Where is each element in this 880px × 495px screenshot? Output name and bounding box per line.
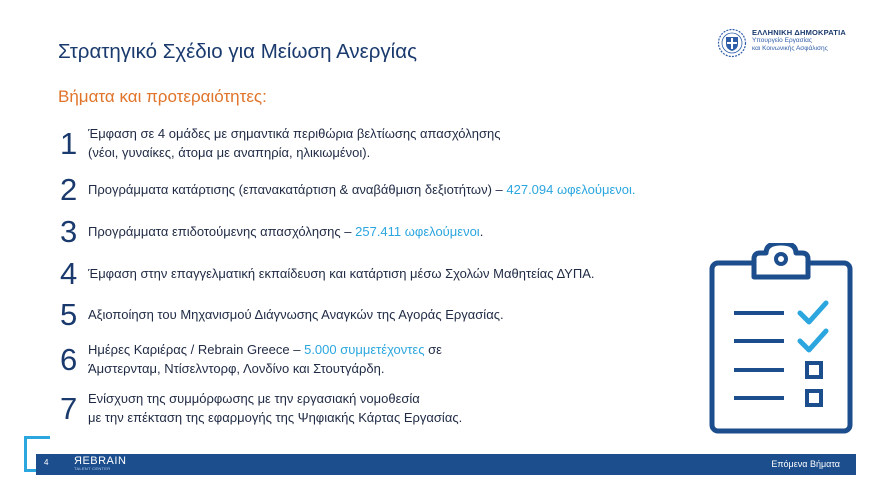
- rebrain-logo-text: ЯEBRAIN: [74, 455, 127, 467]
- rebrain-logo-subtext: TALENT CENTER: [74, 466, 111, 471]
- step-tail: σε: [424, 342, 442, 357]
- logo-subtitle-2: και Κοινωνικής Ασφάλισης: [752, 45, 828, 52]
- step-line: Άμστερνταμ, Ντίσελντορφ, Λονδίνο και Στουτγάρδη.: [88, 361, 385, 376]
- step-2: [60, 174, 636, 205]
- footer: [0, 451, 880, 479]
- ministry-logo: [717, 28, 867, 58]
- section-subtitle: Βήματα και προτεραιότητες:: [58, 87, 267, 106]
- step-text: [88, 180, 636, 199]
- step-text: [88, 389, 462, 427]
- step-number: 1: [60, 125, 78, 161]
- step-number: 4: [60, 256, 78, 291]
- step-line: Προγράμματα κατάρτισης (επανακατάρτιση & αναβάθμιση δεξιοτήτων) –: [88, 182, 507, 197]
- step-line: Ημέρες Καριέρας / Rebrain Greece –: [88, 342, 305, 357]
- beneficiaries-highlight: 257.411 ωφελούμενοι: [355, 224, 480, 239]
- step-3: [60, 216, 483, 247]
- step-text: [88, 340, 442, 378]
- step-1: [60, 124, 501, 162]
- footer-bar: [36, 454, 856, 475]
- page-title: Στρατηγικό Σχέδιο για Μείωση Ανεργίας: [58, 40, 417, 63]
- step-number: 5: [60, 297, 78, 332]
- step-4: [60, 258, 595, 289]
- step-text: [88, 124, 501, 162]
- step-6: [60, 340, 442, 378]
- logo-subtitle-1: Υπουργείο Εργασίας: [752, 37, 812, 44]
- step-text: [88, 222, 483, 241]
- step-number: 6: [60, 341, 78, 377]
- beneficiaries-highlight: 427.094 ωφελούμενοι.: [506, 182, 636, 197]
- step-number: 7: [60, 390, 78, 426]
- next-steps-label: Επόμενα Βήματα: [771, 459, 840, 469]
- clipboard-checklist-icon: [706, 243, 856, 435]
- participants-highlight: 5.000 συμμετέχοντες: [304, 342, 425, 357]
- step-7: [60, 389, 462, 427]
- step-line: (νέοι, γυναίκες, άτομα με αναπηρία, ηλικιωμένοι).: [88, 145, 371, 160]
- step-number: 3: [60, 214, 78, 249]
- greek-emblem-icon: [717, 28, 747, 58]
- logo-title: ΕΛΛΗΝΙΚΗ ΔΗΜΟΚΡΑΤΙΑ: [752, 28, 846, 37]
- step-text: Έμφαση στην επαγγελματική εκπαίδευση και κατάρτιση μέσω Σχολών Μαθητείας ΔΥΠΑ.: [88, 266, 595, 281]
- step-tail: .: [479, 224, 484, 239]
- step-line: Προγράμματα επιδοτούμενης απασχόλησης –: [88, 224, 356, 239]
- step-5: [60, 299, 504, 330]
- step-line: Ενίσχυση της συμμόρφωσης με την εργασιακή νομοθεσία: [88, 391, 420, 406]
- page-number: 4: [44, 458, 49, 467]
- step-number: 2: [60, 172, 78, 207]
- step-text: Αξιοποίηση του Μηχανισμού Διάγνωσης Αναγκών της Αγοράς Εργασίας.: [88, 307, 504, 322]
- rebrain-logo: [74, 455, 126, 471]
- step-line: με την επέκταση της εφαρμογής της Ψηφιακής Κάρτας Εργασίας.: [88, 410, 463, 425]
- step-line: Έμφαση σε 4 ομάδες με σημαντικά περιθώρια βελτίωσης απασχόλησης: [88, 126, 501, 141]
